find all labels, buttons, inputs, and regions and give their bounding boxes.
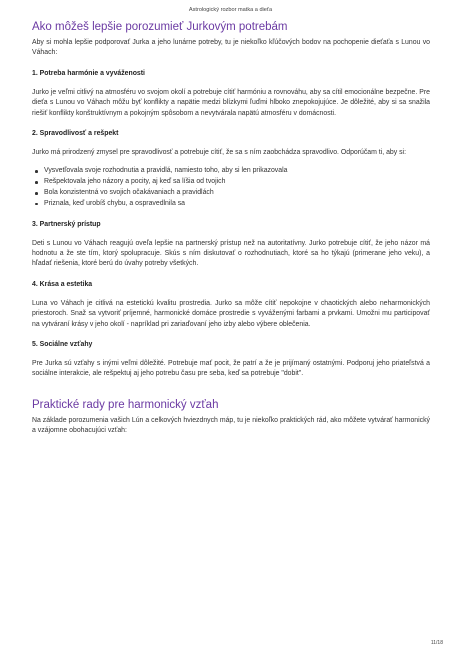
section-title-practical: Praktické rady pre harmonický vzťah [32, 398, 219, 411]
bullet-icon [35, 203, 38, 206]
list-item [32, 166, 430, 177]
list-item [32, 188, 430, 199]
page-content [32, 20, 430, 447]
item-heading-social: 5. Sociálne vzťahy [32, 341, 93, 349]
item-body-partnership: Deti s Lunou vo Váhach reagujú oveľa lepšie na partnerský prístup než na autoritatívny. Jurko potrebuje cítiť, že jeho názor má hodnotu a že ste tím, ktorý spolupracuje. Skús s ním diskutovať o rozhodnutiach, ktoré sa ho týkajú (primerane jeho veku), a hľadať riešenia, ktoré berú do úvahy potreby všetkých. [32, 239, 430, 268]
list-item [32, 177, 430, 188]
item-heading-partnership: 3. Partnerský prístup [32, 220, 101, 228]
list-item-text: Vysvetľovala svoje rozhodnutia a pravidlá, namiesto toho, aby si len prikazovala [44, 167, 288, 175]
list-item [32, 199, 430, 210]
section-title: Ako môžeš lepšie porozumieť Jurkovým potrebám [32, 21, 288, 33]
bullet-icon [35, 181, 38, 184]
item-heading-fairness: 2. Spravodlivosť a rešpekt [32, 130, 119, 138]
item-body-harmony: Jurko je veľmi citlivý na atmosféru vo svojom okolí a potrebuje cítiť harmóniu a rovnováhu, aby sa cítil emocionálne bezpečne. Pre dieťa s Lunou vo Váhach môžu byť konflikty a napätie medzi blízkymi ľuďmi hlboko znepokojujúce. Je dôležité, aby si sa snažila riešiť konflikty konštruktívnym a pokojným spôsobom a nevytvárala napätú atmosféru v domácnosti. [32, 88, 430, 117]
item-body-beauty: Luna vo Váhach je citlivá na estetickú kvalitu prostredia. Jurko sa môže cítiť nepokojne v chaotických alebo neharmonických priestoroch. Snaž sa vytvoriť príjemné, harmonické domáce prostredie s vyváženými farbami a prvkami. Umožni mu participovať na vytváraní krásy v jeho okolí - napríklad pri zariaďovaní jeho izby alebo výbere oblečenia. [32, 299, 430, 328]
item-heading-harmony: 1. Potreba harmónie a vyváženosti [32, 69, 145, 77]
advice-list [32, 166, 430, 209]
item-body-fairness: Jurko má prirodzený zmysel pre spravodlivosť a potrebuje cítiť, že sa s ním zaobchádza spravodlivo. Odporúčam ti, aby si: [32, 149, 406, 157]
section-intro: Aby si mohla lepšie podporovať Jurka a jeho lunárne potreby, tu je niekoľko kľúčových bodov na pochopenie dieťaťa s Lunou vo Váhach: [32, 39, 430, 57]
section-intro-practical: Na základe porozumenia vašich Lún a celkových hviezdnych máp, tu je niekoľko praktických rád, ako môžete vytvárať harmonický a vzájomne obohacujúci vzťah: [32, 416, 430, 435]
page-number: 11/18 [430, 640, 443, 646]
item-body-social: Pre Jurka sú vzťahy s inými veľmi dôležité. Potrebuje mať pocit, že patrí a že je prijímaný ostatnými. Podporuj jeho priateľstvá a sociálne interakcie, ale rešpektuj aj jeho potrebu času pre seba, keď sa potrebuje "dobit". [32, 360, 430, 378]
list-item-text: Bola konzistentná vo svojich očakávaniach a pravidlách [44, 189, 214, 197]
bullet-icon [35, 170, 38, 173]
list-item-text: Priznala, keď urobíš chybu, a ospravedlnila sa [44, 199, 185, 207]
bullet-icon [35, 192, 38, 195]
item-heading-beauty: 4. Krása a estetika [32, 280, 93, 288]
running-header: Astrologický rozbor matka a dieťa [188, 7, 273, 13]
list-item-text: Rešpektovala jeho názory a pocity, aj keď sa líšia od tvojich [44, 178, 226, 186]
